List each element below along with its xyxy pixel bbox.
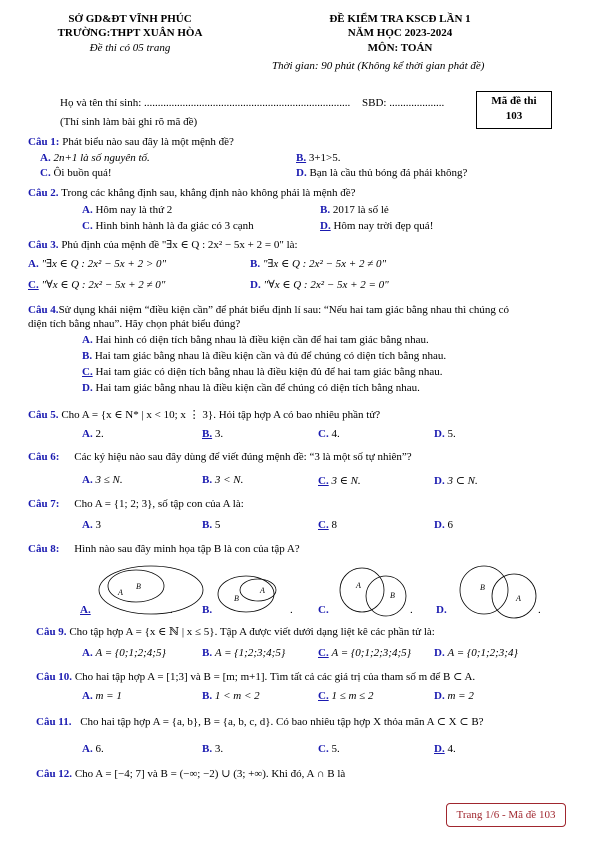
- sbd-field: SBD: ....................: [362, 97, 445, 109]
- q11-option-d: D. 4.: [434, 743, 456, 755]
- q3-option-d: D. "∀x ∈ Q : 2x² − 5x + 2 = 0": [250, 279, 389, 291]
- page-footer: Trang 1/6 - Mã đề 103: [446, 803, 566, 827]
- question-10: Câu 10. Cho hai tập hợp A = [1;3] và B = [m; m+1]. Tìm tất cả các giá trị của tham số m để B ⊂ A.: [36, 671, 476, 683]
- department: SỞ GD&ĐT VĨNH PHÚC: [68, 13, 192, 25]
- exam-code-label: Mã đề thi: [491, 95, 537, 107]
- question-number: Câu 1:: [28, 136, 60, 148]
- venn-diagram-a: [96, 562, 206, 618]
- q6-option-d: D. 3 ⊂ N.: [434, 475, 478, 487]
- q9-option-c: C. A = {0;1;2;3;4;5}: [318, 647, 412, 659]
- question-1: [28, 136, 234, 148]
- venn-label-a: A: [356, 581, 361, 590]
- question-12: Câu 12. Cho A = [−4; 7] và B = (−∞; −2) ∪ (3; +∞). Khi đó, A ∩ B là: [36, 768, 346, 780]
- page-count: Đề thi có 05 trang: [89, 42, 171, 54]
- question-11: Câu 11. Cho hai tập hợp A = {a, b}, B = {a, b, c, d}. Có bao nhiêu tập hợp X thỏa mãn A ⊂ X ⊂ B?: [36, 716, 484, 728]
- exam-code-box: [476, 91, 552, 129]
- q5-option-d: D. 5.: [434, 428, 456, 440]
- student-name-field: Họ và tên thí sinh: ...........................................................................: [60, 97, 351, 109]
- school-name: TRƯỜNG:THPT XUÂN HÒA: [57, 27, 203, 39]
- q10-option-b: B. 1 < m < 2: [202, 690, 260, 702]
- q10-option-c: C. 1 ≤ m ≤ 2: [318, 690, 374, 702]
- time-limit: Thời gian: 90 phút (Không kể thời gian phát đề): [272, 60, 485, 72]
- q5-option-b: B. 3.: [202, 428, 224, 440]
- q7-option-a: A. 3: [82, 519, 101, 531]
- question-6: Câu 6: Các ký hiệu nào sau đây dùng để viết đúng mệnh đề: “3 là một số tự nhiên”?: [28, 451, 412, 463]
- instruction-note: (Thí sinh làm bài ghi rõ mã đề): [60, 116, 198, 128]
- q11-option-c: C. 5.: [318, 743, 340, 755]
- q1-option-d: D. Bạn là cầu thủ bóng đá phải không?: [296, 167, 468, 179]
- q2-option-d: D. Hôm nay trời đẹp quá!: [320, 220, 434, 232]
- q8-option-c: C.: [318, 604, 329, 616]
- question-text: Phát biểu nào sau đây là một mệnh đề?: [62, 136, 234, 148]
- q5-option-c: C. 4.: [318, 428, 340, 440]
- separator-dot: .: [290, 604, 293, 616]
- q4-option-d: D. Hai tam giác bằng nhau là điều kiện cần để chúng có diện tích bằng nhau.: [82, 382, 420, 394]
- q4-option-b: B. Hai tam giác bằng nhau là điều kiện cần và đủ để chúng có diện tích bằng nhau.: [82, 350, 447, 362]
- q1-option-a: A. 2n+1 là số nguyên tố.: [40, 152, 150, 164]
- separator-dot: .: [170, 604, 173, 616]
- q8-option-a: A.: [80, 604, 91, 616]
- question-5: Câu 5. Cho A = {x ∈ N* | x < 10; x ⋮ 3}. Hỏi tập hợp A có bao nhiêu phần tử?: [28, 409, 381, 421]
- q7-option-c: C. 8: [318, 519, 337, 531]
- subject: MÔN: TOÁN: [367, 42, 433, 54]
- exam-title: ĐỀ KIỂM TRA KSCĐ LẦN 1: [329, 13, 471, 25]
- q9-option-a: A. A = {0;1;2;4;5}: [82, 647, 166, 659]
- question-8: Câu 8: Hình nào sau đây minh họa tập B là con của tập A?: [28, 543, 300, 555]
- q1-option-c: C. Ôi buồn quá!: [40, 167, 112, 179]
- q6-option-a: A. 3 ≤ N.: [82, 474, 123, 486]
- q2-option-c: C. Hình bình hành là đa giác có 3 cạnh: [82, 220, 254, 232]
- separator-dot: .: [538, 604, 541, 616]
- q3-option-b: B. "∃x ∈ Q : 2x² − 5x + 2 ≠ 0": [250, 258, 387, 270]
- q3-option-c: C. "∀x ∈ Q : 2x² − 5x + 2 ≠ 0": [28, 279, 166, 291]
- venn-diagram-d: [452, 564, 542, 620]
- q4-option-c: C. Hai tam giác có diện tích bằng nhau là điều kiện đủ để hai tam giác bằng nhau.: [82, 366, 443, 378]
- question-4: Câu 4.Sử dụng khái niệm “điều kiện cần” để phát biểu định lí sau: “Nếu hai tam giác bằng nhau thì chúng có: [28, 304, 509, 316]
- question-4-cont: diện tích bằng nhau”. Hãy chọn phát biểu đúng?: [28, 318, 241, 330]
- q8-option-b: B.: [202, 604, 213, 616]
- q2-option-a: A. Hôm nay là thứ 2: [82, 204, 173, 216]
- q6-option-b: B. 3 < N.: [202, 474, 244, 486]
- venn-label-b: B: [480, 583, 485, 592]
- question-7: Câu 7: Cho A = {1; 2; 3}, số tập con của A là:: [28, 498, 244, 510]
- q7-option-d: D. 6: [434, 519, 453, 531]
- q1-option-b: B. 3+1>5.: [296, 152, 341, 164]
- q6-option-c: C. 3 ∈ N.: [318, 475, 361, 487]
- venn-label-b: B: [136, 582, 141, 591]
- q8-option-d: D.: [436, 604, 447, 616]
- exam-code-value: 103: [505, 110, 523, 122]
- venn-label-a: A: [260, 586, 265, 595]
- q9-option-b: B. A = {1;2;3;4;5}: [202, 647, 286, 659]
- question-3: Câu 3. Phủ định của mệnh đề "∃x ∈ Q : 2x² − 5x + 2 = 0" là:: [28, 239, 298, 251]
- venn-label-a: A: [118, 588, 123, 597]
- q9-option-d: D. A = {0;1;2;3;4}: [434, 647, 518, 659]
- q10-option-a: A. m = 1: [82, 690, 122, 702]
- question-9: Câu 9. Cho tập hợp A = {x ∈ ℕ | x ≤ 5}. Tập A được viết dưới dạng liệt kê các phần tử là:: [36, 626, 435, 638]
- q10-option-d: D. m = 2: [434, 690, 474, 702]
- q11-option-b: B. 3.: [202, 743, 224, 755]
- venn-diagram-c: [332, 564, 412, 620]
- q11-option-a: A. 6.: [82, 743, 104, 755]
- q3-option-a: A. "∃x ∈ Q : 2x² − 5x + 2 > 0": [28, 258, 167, 270]
- q5-option-a: A. 2.: [82, 428, 104, 440]
- q7-option-b: B. 5: [202, 519, 221, 531]
- question-2: Câu 2. Trong các khẳng định sau, khẳng định nào không phải là mệnh đề?: [28, 187, 356, 199]
- q2-option-b: B. 2017 là số lẻ: [320, 204, 389, 216]
- venn-diagram-b: [214, 570, 284, 616]
- separator-dot: .: [410, 604, 413, 616]
- venn-label-b: B: [234, 594, 239, 603]
- venn-label-b: B: [390, 591, 395, 600]
- venn-label-a: A: [516, 594, 521, 603]
- school-year: NĂM HỌC 2023-2024: [347, 27, 453, 39]
- q4-option-a: A. Hai hình có diện tích bằng nhau là điều kiện cần để hai tam giác bằng nhau.: [82, 334, 429, 346]
